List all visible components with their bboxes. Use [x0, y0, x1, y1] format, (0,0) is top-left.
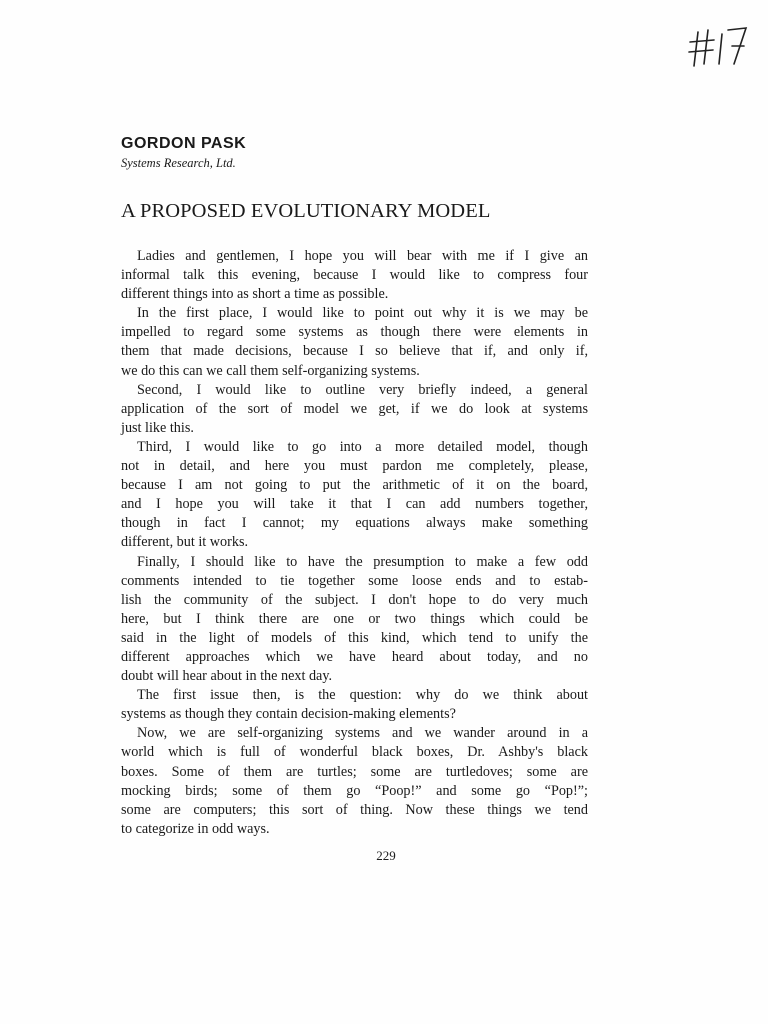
body-line: not in detail, and here you must pardon me completely, please,: [121, 458, 588, 475]
body-line: just like this.: [121, 419, 194, 436]
body-line: we do this can we call them self-organizing systems.: [121, 362, 420, 379]
body-line: mocking birds; some of them go “Poop!” and some go “Pop!”;: [121, 782, 588, 799]
page-number: 229: [376, 848, 396, 863]
body-line: systems as though they contain decision-making elements?: [121, 706, 456, 723]
body-line: Second, I would like to outline very briefly indeed, a general: [137, 381, 588, 398]
body-line: different, but it works.: [121, 534, 249, 551]
body-line: different things into as short a time as possible.: [121, 286, 389, 303]
body-line: lish the community of the subject. I don't hope to do very much: [121, 591, 588, 608]
body-line: Now, we are self-organizing systems and we wander around in a: [137, 725, 588, 742]
body-line: some are computers; this sort of thing. Now these things we tend: [121, 801, 588, 818]
body-line: doubt will hear about in the next day.: [121, 668, 333, 685]
author-affiliation: Systems Research, Ltd.: [121, 156, 236, 170]
body-line: world which is full of wonderful black boxes, Dr. Ashby's black: [121, 744, 588, 761]
article-body: [121, 247, 588, 839]
body-line: Finally, I should like to have the presumption to make a few odd: [137, 553, 588, 570]
body-line: different approaches which we have heard about today, and no: [121, 648, 588, 665]
body-line: comments intended to tie together some loose ends and to estab-: [121, 572, 588, 589]
body-line: because I am not going to put the arithmetic of it on the board,: [121, 477, 588, 494]
body-line: to categorize in odd ways.: [121, 820, 270, 837]
body-line: though in fact I cannot; my equations always make something: [121, 515, 588, 532]
article-title: A PROPOSED EVOLUTIONARY MODEL: [121, 200, 491, 222]
body-line: informal talk this evening, because I would like to compress four: [121, 267, 588, 284]
body-line: said in the light of models of this kind, which tend to unify the: [121, 629, 588, 646]
body-line: and I hope you will take it that I can add numbers together,: [121, 496, 588, 513]
body-line: boxes. Some of them are turtles; some are turtledoves; some are: [121, 763, 588, 780]
handwritten-annotation: [688, 18, 752, 72]
author-name: GORDON PASK: [121, 135, 247, 152]
body-line: In the first place, I would like to point out why it is we may be: [137, 305, 588, 322]
body-line: Third, I would like to go into a more detailed model, though: [137, 438, 588, 455]
body-line: here, but I think there are one or two things which could be: [121, 610, 588, 627]
body-line: them that made decisions, because I so believe that if, and only if,: [121, 343, 588, 360]
body-line: The first issue then, is the question: why do we think about: [137, 687, 588, 704]
body-line: Ladies and gentlemen, I hope you will bear with me if I give an: [137, 248, 588, 264]
body-line: application of the sort of model we get, if we do look at systems: [121, 400, 588, 417]
body-line: impelled to regard some systems as though there were elements in: [121, 324, 588, 341]
